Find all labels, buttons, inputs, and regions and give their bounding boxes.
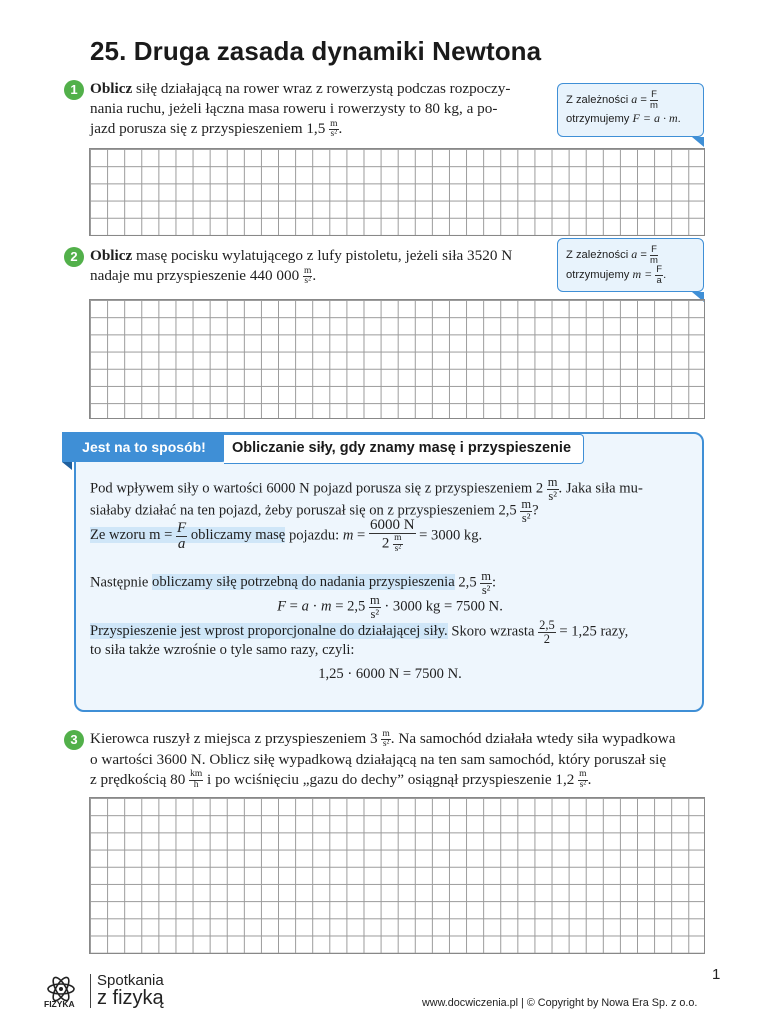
hint-2: Z zależności a = $\frac{F}{m}$ otrzymujemy m = $\frac{F}{a}$ . xyxy=(557,238,704,292)
footer-brand-line-1: Spotkania xyxy=(97,972,164,989)
task-3-line-1: Kierowca ruszył z miejsca z przyspieszeniem 3 xyxy=(90,730,382,747)
task-1-number: 1 xyxy=(64,80,84,100)
task-1-line-2: nania ruchu, jeżeli łączna masa roweru i rowerzysty to 80 kg, a po- xyxy=(90,100,498,117)
task-3-line-3: z prędkością 80 xyxy=(90,770,190,788)
box-paragraph-7: to siła także wzrośnie o tyle samo razy, czyli: xyxy=(90,642,355,658)
method-box-tab-fold xyxy=(62,462,72,470)
hint-1: Z zależności a = $\frac{F}{m}$ otrzymujemy F = a · m. xyxy=(557,83,704,137)
method-box-title: Obliczanie siły, gdy znamy masę i przyspieszenie xyxy=(224,434,584,464)
task-1-unit: $\frac{m}{\text{s²}}$ xyxy=(330,118,338,140)
page-number: 1 xyxy=(712,966,721,983)
task-2-line-1: masę pocisku wylatującego z lufy pistoletu, jeżeli siła 3520 N xyxy=(132,247,513,264)
box-paragraph-1: Pod wpływem siły o wartości 6000 N pojazd porusza się z przyspieszeniem 2 $\frac{m}{\text{s²}}$ . Jaka siła mu- xyxy=(90,475,643,503)
task-3-text: Kierowca ruszył z miejsca z przyspieszeniem 3 $\frac{m}{\text{s²}}$ . Na samochód działała wtedy siła wypadkowa o wartości 3600 N. Oblicz siłę wypadkową działającą na ten sam samochód, który poruszał się z prędkością 80 $\frac{km}{h}$ i po wciśnięciu „gazu do dechy” osiągnął przyspieszenie 1,2 $\frac{m}{\text{s²}}$ . xyxy=(90,729,720,790)
answer-grid-3[interactable] xyxy=(89,797,705,954)
answer-grid-2[interactable] xyxy=(89,299,705,419)
method-box-tab: Jest na to sposób! xyxy=(62,432,226,462)
task-1-text: Oblicz siłę działającą na rower wraz z rowerzystą podczas rozpoczy- nania ruchu, jeżeli łączna masa roweru i rowerzysty to 80 kg, a po- jazd porusza się z przyspieszeniem 1,5 $\frac{m}{\text{s²}}$ . xyxy=(90,79,550,140)
task-2-line-2: nadaje mu przyspieszenie 440 000 xyxy=(90,267,303,284)
box-paragraph-4: Następnie obliczamy siłę potrzebną do nadania przyspieszenia 2,5 $\frac{m}{\text{s²}}$ : xyxy=(90,569,497,597)
footer-separator xyxy=(90,974,91,1008)
footer-copyright: www.docwiczenia.pl | © Copyright by Nowa Era Sp. z o.o. xyxy=(422,997,698,1009)
task-2-number: 2 xyxy=(64,247,84,267)
box-equation-force: F = a · m = 2,5 $\frac{m}{\text{s²}}$ · 3000 kg = 7500 N. xyxy=(277,593,503,621)
task-3-line-2: o wartości 3600 N. Oblicz siłę wypadkową działającą na ten sam samochód, który poruszał się xyxy=(90,750,667,768)
hint-1-pointer xyxy=(692,137,704,147)
task-2-unit: $\frac{m}{\text{s²}}$ xyxy=(303,265,312,287)
box-equation-result: 1,25 · 6000 N = 7500 N. xyxy=(318,666,462,682)
task-1-line-3: jazd porusza się z przyspieszeniem 1,5 xyxy=(90,120,330,137)
task-1-bold: Oblicz xyxy=(90,80,133,97)
box-paragraph-3: Ze wzoru m = $\frac{F}{a}$ obliczamy masę pojazdu: m = 6000 N 2 $\frac{m}{\text{s²}}$ = 3000 kg. xyxy=(90,517,483,554)
footer-subject: FIZYKA xyxy=(44,999,75,1009)
box-paragraph-2: siałaby działać na ten pojazd, żeby poruszał się on z przyspieszeniem 2,5 $\frac{m}{\text{s²}}$ ? xyxy=(90,497,539,525)
task-3-number: 3 xyxy=(64,730,84,750)
task-2-bold: Oblicz xyxy=(90,247,133,264)
task-2-text: Oblicz masę pocisku wylatującego z lufy pistoletu, jeżeli siła 3520 N nadaje mu przyspieszenie 440 000 $\frac{m}{\text{s²}}$ . xyxy=(90,247,513,287)
page-title: 25. Druga zasada dynamiki Newtona xyxy=(90,36,542,66)
task-1-line-1: siłę działającą na rower wraz z rowerzystą podczas rozpoczy- xyxy=(132,80,511,97)
answer-grid-1[interactable] xyxy=(89,148,705,236)
box-paragraph-6: Przyspieszenie jest wprost proporcjonalne do działającej siły. Skoro wzrasta $\frac{2,5}{2}$ = 1,25 razy, xyxy=(90,618,629,646)
footer-brand-line-2: z fizyką xyxy=(97,987,164,1009)
